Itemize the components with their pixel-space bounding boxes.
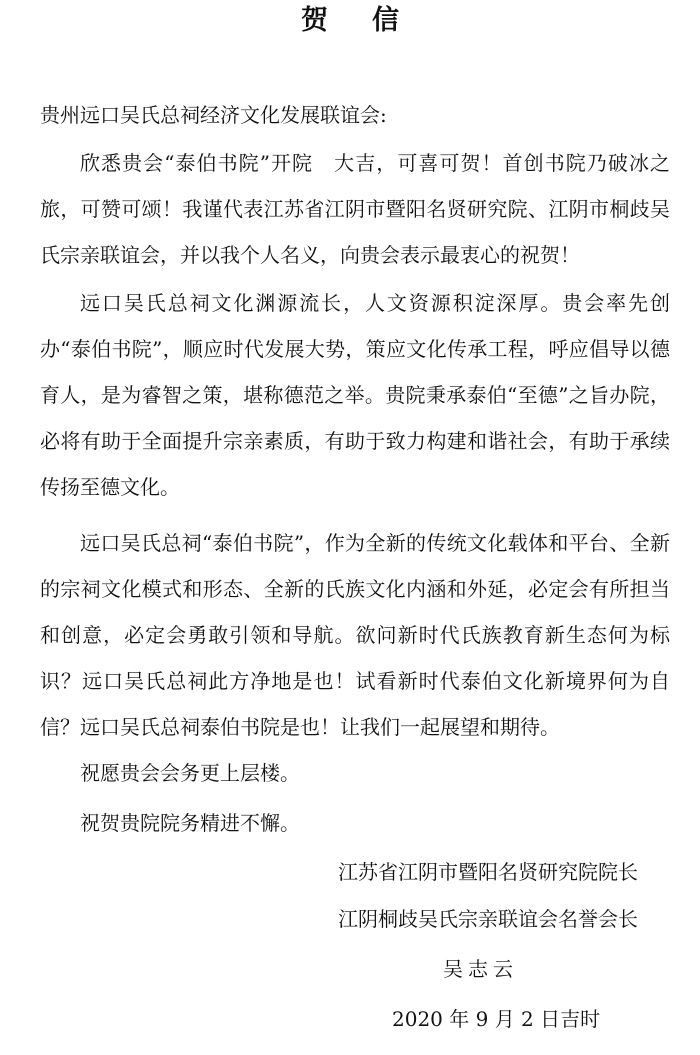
paragraph-academy-mission: 远口吴氏总祠“泰伯书院”，作为全新的传统文化载体和平台、全新的宗祠文化模式和形态、全新的氏族文化内涵和外延，必定会有所担当和创意，必定会勇敢引领和导航。欲问新时代氏族教育新生态何为标识？远口吴氏总祠此方净地是也！试看新时代泰伯文化新境界何为自信？远口吴氏总祠泰伯书院是也！让我们一起展望和期待。: [40, 531, 670, 739]
letter-date: 2020 年 9 月 2 日吉时: [392, 1007, 601, 1031]
paragraph-culture-heritage: 远口吴氏总祠文化渊源流长，人文资源积淀深厚。贵会率先创办“泰伯书院”，顺应时代发展大势，策应文化传承工程，呼应倡导以德育人，是为睿智之策，堪称德范之举。贵院秉承泰伯“至德”之旨办院，必将有助于全面提升宗亲素质，有助于致力构建和谐社会，有助于承续传扬至德文化。: [40, 291, 670, 499]
letter-title: 贺信: [301, 5, 443, 36]
paragraph-wish-association: 祝愿贵会会务更上层楼。: [80, 761, 300, 785]
salutation: 贵州远口吴氏总祠经济文化发展联谊会:: [40, 103, 387, 127]
signatory-name: 吴志云: [443, 957, 518, 981]
signatory-title-association: 江阴桐歧吴氏宗亲联谊会名誉会长: [338, 907, 638, 931]
paragraph-congratulation: 欣悉贵会“泰伯书院”开院 大吉，可喜可贺！首创书院乃破冰之旅，可赞可颂！我谨代表江苏省江阴市暨阳名贤研究院、江阴市桐歧吴氏宗亲联谊会，并以我个人名义，向贵会表示最衷心的祝贺！: [40, 151, 670, 267]
paragraph-wish-academy: 祝贺贵院院务精进不懈。: [80, 811, 300, 835]
signatory-title-institute: 江苏省江阴市暨阳名贤研究院院长: [338, 860, 638, 884]
